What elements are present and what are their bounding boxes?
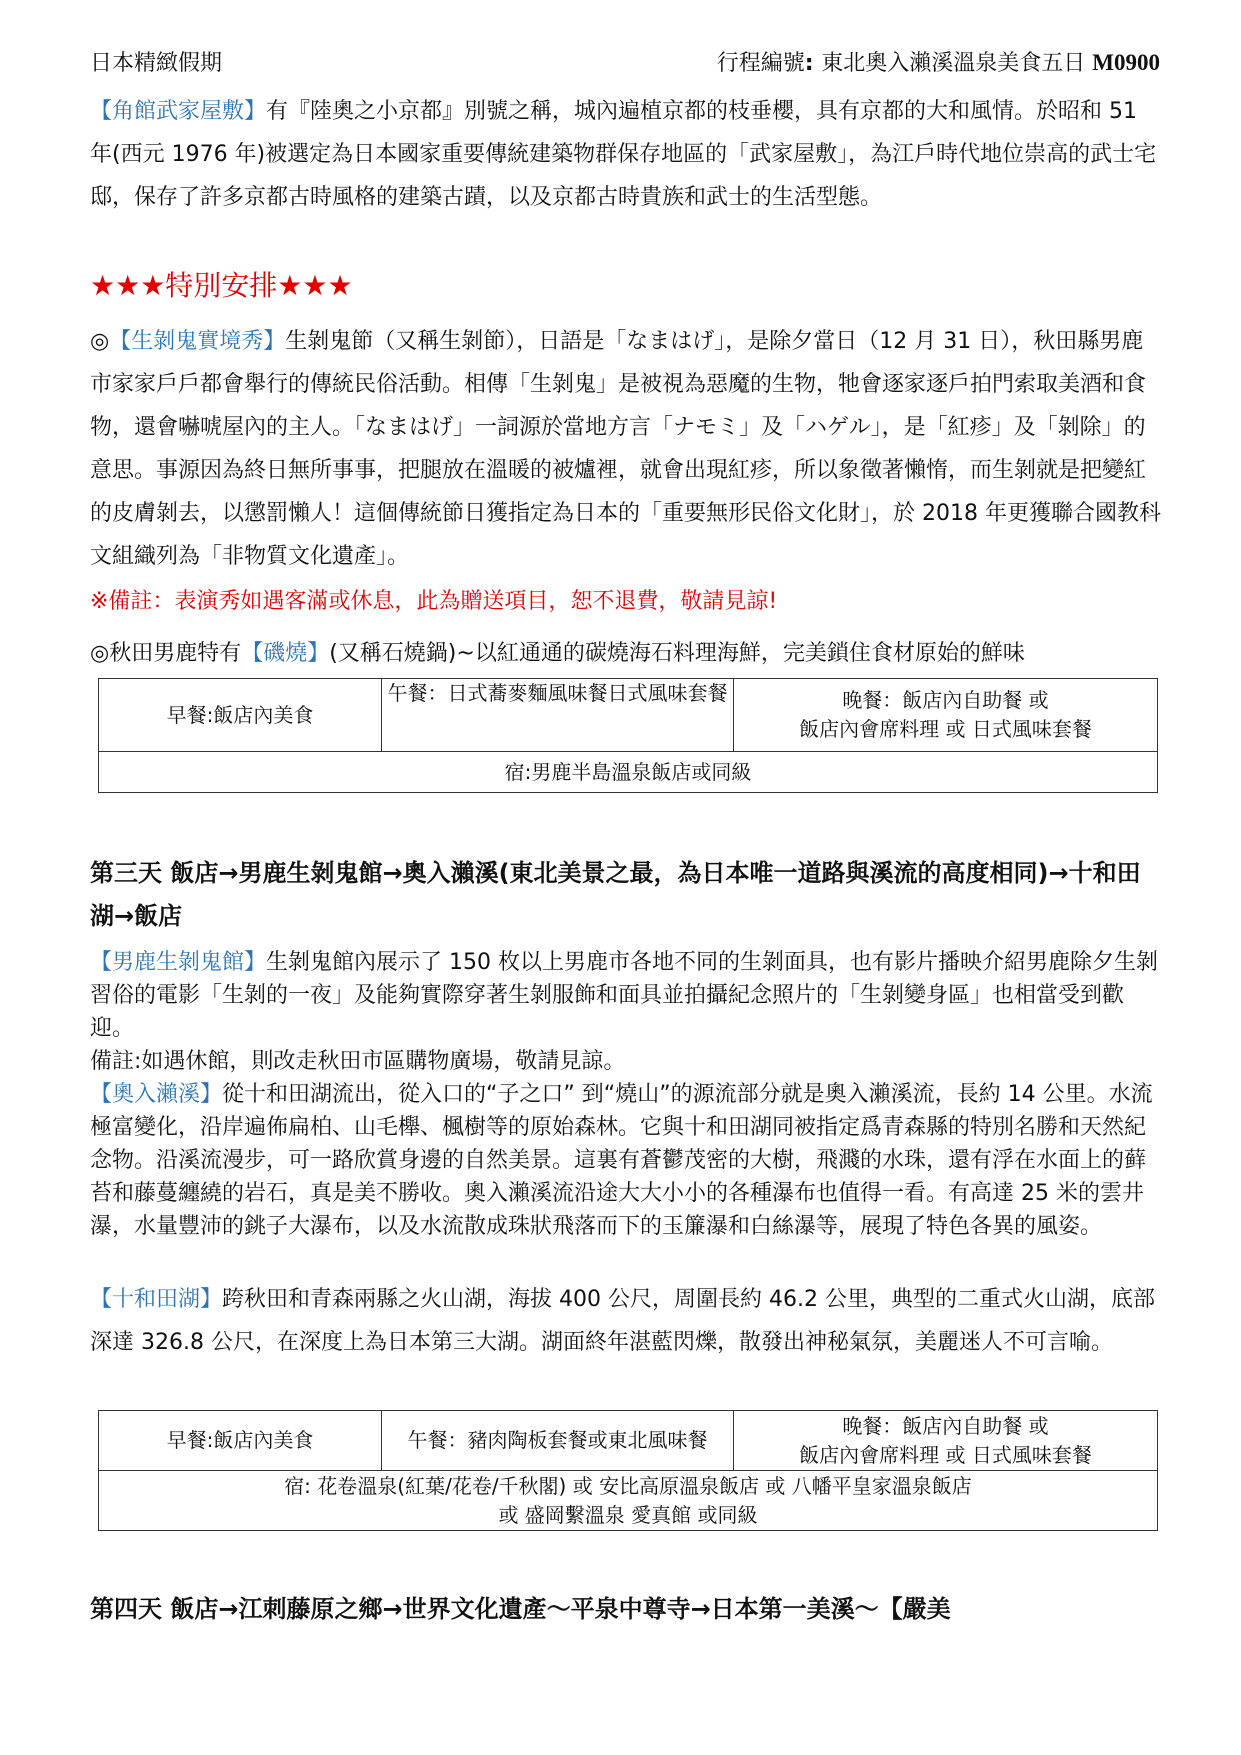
museum-note: 備註:如遇休館，則改走秋田市區購物廣場，敬請見諒。 [90,1049,626,1074]
breakfast-cell: 早餐:飯店內美食 [99,679,382,752]
header-itinerary: 行程編號: 東北奧入瀨溪溫泉美食五日 M0900 [716,50,1160,76]
hotel-cell: 宿:男鹿半島溫泉飯店或同級 [99,752,1158,793]
dinner-cell: 晚餐：飯店內自助餐 或 飯店內會席料理 或 日式風味套餐 [734,1411,1158,1471]
breakfast-cell: 早餐:飯店內美食 [99,1411,382,1471]
itinerary-code: M0900 [1092,50,1160,75]
special-arrangement-title: ★★★特別安排★★★ [90,269,353,302]
show-note: ※備註：表演秀如遇客滿或休息，此為贈送項目，恕不退費，敬請見諒! [90,589,778,614]
meal-table-day3 [98,1410,1158,1531]
page-header [90,46,1160,78]
oirase-paragraph: 【奧入瀨溪】從十和田湖流出，從入口的“子之口” 到“燒山”的源流部分就是奧入瀨溪流，長約 14 公里。水流極富變化，沿岸遍佈扁柏、山毛櫸、楓樹等的原始森林。它與十和田湖同被指定爲青森縣的特別名勝和天然紀念物。沿溪流漫步，可一路欣賞身邊的自然美景。這裏有蒼鬱茂密的大樹，飛濺的水珠，還有浮在水面上的藓苔和藤蔓纏繞的岩石，真是美不勝收。奧入瀨溪流沿途大大小小的各種瀑布也值得一看。有高達 25 米的雲井瀑，水量豐沛的銚子大瀑布，以及水流散成珠狀飛落而下的玉簾瀑和白絲瀑等，展現了特色各異的風姿。 [90,1082,1153,1239]
lunch-cell: 午餐：日式蕎麥麵風味餐日式風味套餐 [382,679,734,752]
towada-paragraph: 【十和田湖】跨秋田和青森兩縣之火山湖，海拔 400 公尺，周圍長約 46.2 公里，典型的二重式火山湖，底部深達 326.8 公尺，在深度上為日本第三大湖。湖面終年湛藍閃爍，散發出神秘氣氛，美麗迷人不可言喻。 [90,1287,1155,1355]
day4-heading: 第四天 飯店→江刺藤原之鄉→世界文化遺產～平泉中尊寺→日本第一美溪～【嚴美 [90,1595,951,1623]
isoyaki-paragraph: ◎秋田男鹿特有【磯燒】(又稱石燒鍋)~以紅通通的碳燒海石料理海鮮，完美鎖住食材原始的鮮味 [90,641,1025,666]
kakunodate-paragraph: 【角館武家屋敷】有『陸奧之小京都』別號之稱，城內遍植京都的枝垂櫻，具有京都的大和風情。於昭和 51 年(西元 1976 年)被選定為日本國家重要傳統建築物群保存地區的「武家屋敷」，為江戶時代地位崇高的武士宅邸，保存了許多京都古時風格的建築古蹟，以及京都古時貴族和武士的生活型態。 [90,99,1157,210]
hotel-cell: 宿: 花卷溫泉(紅葉/花卷/千秋閣) 或 安比高原溫泉飯店 或 八幡平皇家溫泉飯店 或 盛岡繫溫泉 愛真館 或同級 [99,1471,1158,1531]
day3-heading: 第三天 飯店→男鹿生剝鬼館→奧入瀨溪(東北美景之最，為日本唯一道路與溪流的高度相同)→十和田湖→飯店 [90,859,1141,930]
meal-table-day2 [98,678,1158,793]
header-brand: 日本精緻假期 [90,51,223,76]
namahage-show-paragraph: ◎【生剝鬼實境秀】生剝鬼節（又稱生剝節），日語是「なまはげ」，是除夕當日（12 月 31 日），秋田縣男鹿市家家戶戶都會舉行的傳統民俗活動。相傳「生剝鬼」是被視為惡魔的生物，牠會逐家逐戶拍門索取美酒和食物，還會嚇唬屋內的主人。「なまはげ」一詞源於當地方言「ナモミ」及「ハゲル」，是「紅疹」及「剝除」的意思。事源因為終日無所事事，把腿放在溫暖的被爐裡，就會出現紅疹，所以象徵著懶惰，而生剝就是把變紅的皮膚剝去，以懲罰懶人！這個傳統節日獲指定為日本的「重要無形民俗文化財」，於 2018 年更獲聯合國教科文組織列為「非物質文化遺產」。 [90,329,1161,569]
lunch-cell: 午餐：豬肉陶板套餐或東北風味餐 [382,1411,734,1471]
dinner-cell: 晚餐：飯店內自助餐 或 飯店內會席料理 或 日式風味套餐 [734,679,1158,752]
namahage-museum-paragraph: 【男鹿生剝鬼館】生剝鬼館內展示了 150 枚以上男鹿市各地不同的生剝面具，也有影片播映介紹男鹿除夕生剝習俗的電影「生剝的一夜」及能夠實際穿著生剝服飾和面具並拍攝紀念照片的「生剝變身區」也相當受到歡迎。 [90,950,1158,1041]
